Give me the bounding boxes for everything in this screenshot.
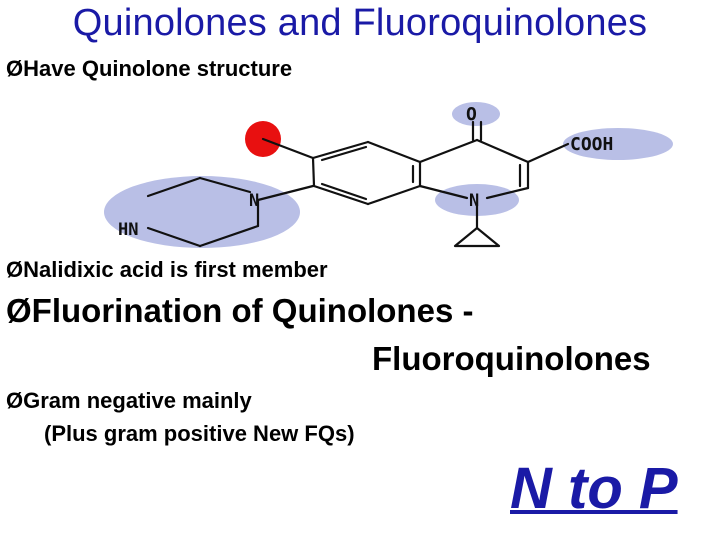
bullet-text: Nalidixic acid is first member — [23, 257, 328, 282]
carbonyl-o-label: O — [466, 104, 477, 125]
bullet-fluorination — [6, 292, 473, 330]
bullet-text: Gram negative mainly — [23, 388, 252, 413]
cooh-label: COOH — [570, 134, 614, 155]
bullet-gram-negative — [6, 388, 252, 414]
bullet-fluorination-continued: Fluoroquinolones — [372, 340, 651, 377]
arrow-bullet-icon: Ø — [6, 56, 24, 81]
ring-n-label: N — [469, 191, 480, 211]
bullet-nalidixic-acid — [6, 257, 328, 283]
n-to-p-label: N to P — [510, 456, 678, 521]
bullet-quinolone-structure — [6, 56, 292, 82]
arrow-bullet-icon: Ø — [6, 292, 32, 329]
piperazine-hn-label: HN — [118, 220, 139, 240]
arrow-bullet-icon: Ø — [6, 257, 24, 282]
bullet-text: Have Quinolone structure — [23, 56, 293, 81]
piperazine-n-label: N — [249, 191, 260, 211]
quinolone-structure-diagram — [110, 100, 614, 260]
bullet-text: Fluorination of Quinolones - — [31, 292, 474, 329]
slide-title: Quinolones and Fluoroquinolones — [72, 2, 648, 44]
bullet-gram-positive-note: (Plus gram positive New FQs) — [44, 421, 355, 446]
arrow-bullet-icon: Ø — [6, 388, 24, 413]
